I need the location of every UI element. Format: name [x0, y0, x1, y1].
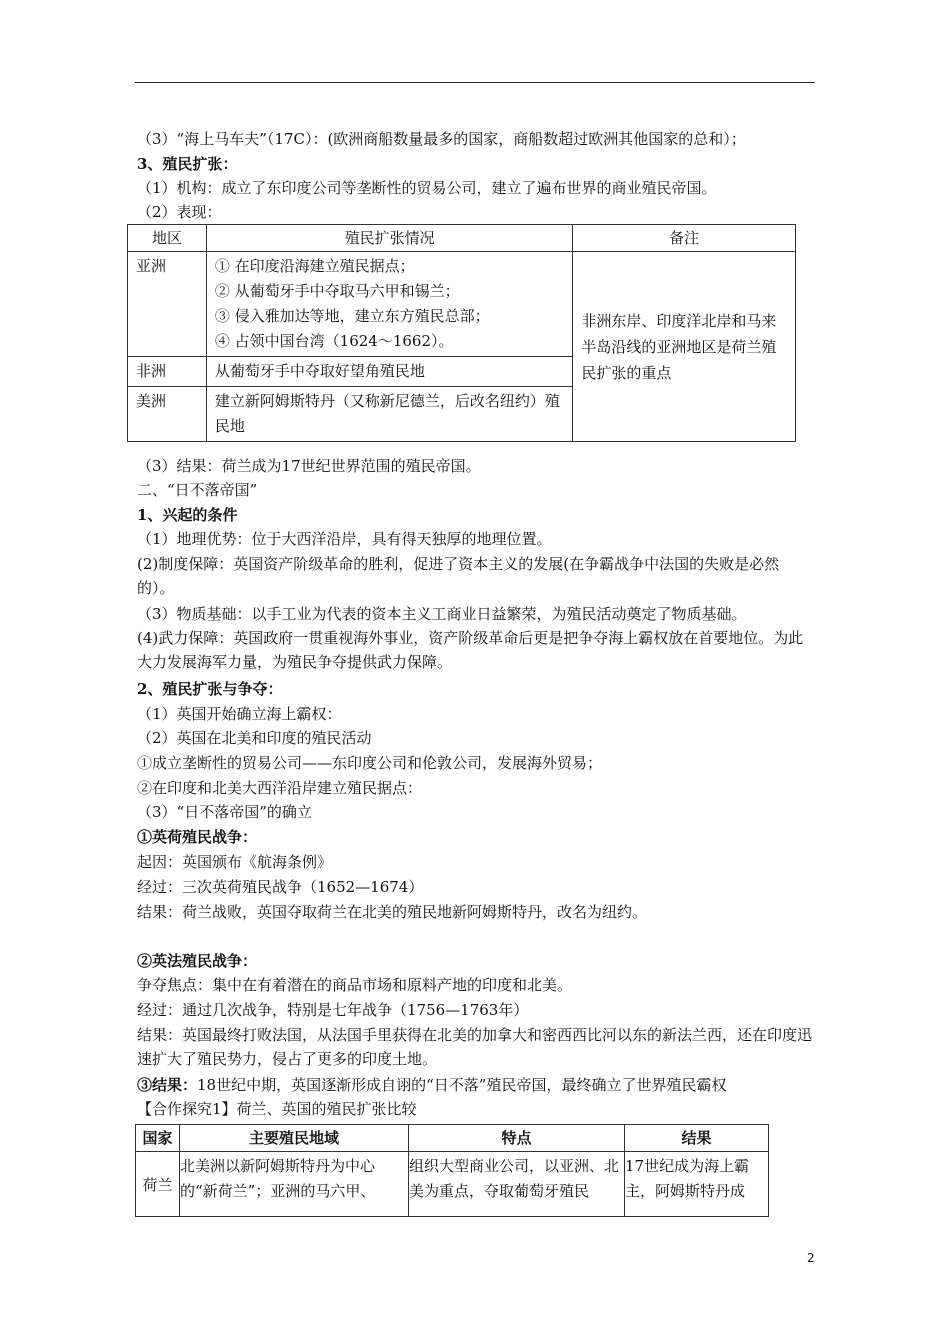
note-cell: 非洲东岸、印度洋北岸和马来半岛沿线的亚洲地区是荷兰殖民扩张的重点	[573, 252, 796, 442]
result-text: 18世纪中期，英国逐渐形成自诩的“日不落”殖民帝国，最终确立了世界殖民霸权	[197, 1076, 727, 1094]
table-header: 主要殖民地域	[180, 1125, 409, 1152]
text-line: （3）“海上马车夫”（17C）：(欧洲商船数量最多的国家，商船数超过欧洲其他国家的总和）；	[137, 130, 746, 148]
text-line: ②在印度和北美大西洋沿岸建立殖民据点：	[137, 779, 423, 797]
section-heading: 3、殖民扩张：	[137, 155, 238, 173]
text-line: 结果：荷兰战败，英国夺取荷兰在北美的殖民地新阿姆斯特丹，改名为纽约。	[137, 903, 648, 921]
table-header: 地区	[128, 225, 207, 252]
region-cell: 非洲	[128, 357, 207, 387]
header-rule	[135, 82, 815, 83]
text-paragraph: (2)制度保障：英国资产阶级革命的胜利，促进了资本主义的发展(在争霸战争中法国的失败是必然的）。	[137, 555, 780, 597]
cell-text: 17世纪成为海上霸主，阿姆斯特丹成	[625, 1157, 750, 1200]
region-cell: 美洲	[128, 387, 207, 442]
text-line: （1）机构：成立了东印度公司等垄断性的贸易公司，建立了遍布世界的商业殖民帝国。	[137, 179, 717, 197]
text-line: 争夺焦点：集中在有着潜在的商品市场和原料产地的印度和北美。	[137, 976, 573, 994]
result-cell	[625, 1152, 769, 1217]
text-line: （3）“日不落帝国”的确立	[137, 803, 312, 821]
list-item: ④ 占领中国台湾（1624～1662）。	[214, 332, 454, 350]
cell-text: 组织大型商业公司，以亚洲、北美为重点，夺取葡萄牙殖民	[409, 1157, 620, 1200]
table-header: 特点	[409, 1125, 625, 1152]
text-line: （2）表现：	[137, 203, 222, 221]
areas-cell	[180, 1152, 409, 1217]
text-line: 【合作探究1】荷兰、英国的殖民扩张比较	[137, 1100, 417, 1118]
list-item: ② 从葡萄牙手中夺取马六甲和锡兰；	[214, 282, 460, 300]
subsection-heading: ①英荷殖民战争：	[137, 828, 258, 846]
comparison-table	[135, 1124, 769, 1217]
text-line: （2）英国在北美和印度的殖民活动	[137, 729, 372, 747]
table-header: 结果	[625, 1125, 769, 1152]
table-header: 备注	[573, 225, 796, 252]
text-line	[137, 1073, 815, 1097]
table-header: 殖民扩张情况	[206, 225, 572, 252]
text-line: 经过：通过几次战争，特别是七年战争（1756—1763年）	[137, 1001, 529, 1019]
section-heading: 2、殖民扩张与争夺：	[137, 680, 283, 698]
text-paragraph: 结果：英国最终打败法国，从法国手里获得在北美的加拿大和密西西比河以东的新法兰西，还在印度迅速扩大了殖民势力，侵占了更多的印度土地。	[137, 1026, 813, 1068]
list-item: ③ 侵入雅加达等地，建立东方殖民总部；	[214, 307, 490, 325]
text-line: 起因：英国颁布《航海条例》	[137, 853, 333, 871]
text-line: （3）物质基础：以手工业为代表的资本主义工商业日益繁荣，为殖民活动奠定了物质基础。	[137, 605, 747, 623]
text-line: （3）结果：荷兰成为17世纪世界范围的殖民帝国。	[137, 457, 481, 475]
chapter-heading: 二、“日不落帝国”	[137, 481, 258, 499]
country-cell: 荷兰	[136, 1152, 180, 1217]
region-cell: 亚洲	[128, 252, 207, 357]
text-paragraph: (4)武力保障：英国政府一贯重视海外事业，资产阶级革命后更是把争夺海上霸权放在首要地位。为此大力发展海军力量，为殖民争夺提供武力保障。	[137, 629, 804, 671]
section-heading: 1、兴起的条件	[137, 506, 238, 524]
page-number: 2	[807, 1251, 815, 1265]
expansion-cell	[206, 252, 572, 357]
text-line: （1）地理优势：位于大西洋沿岸，具有得天独厚的地理位置。	[137, 530, 552, 548]
result-label: ③结果：	[137, 1076, 198, 1094]
list-item: ① 在印度沿海建立殖民据点；	[214, 257, 415, 275]
expansion-cell: 建立新阿姆斯特丹（又称新尼德兰，后改名纽约）殖民地	[206, 387, 572, 442]
cell-text: 北美洲以新阿姆斯特丹为中心的“新荷兰”；亚洲的马六甲、	[180, 1157, 376, 1200]
text-line: （1）英国开始确立海上霸权：	[137, 705, 342, 723]
table-header: 国家	[136, 1125, 180, 1152]
text-line: ①成立垄断性的贸易公司——东印度公司和伦敦公司，发展海外贸易；	[137, 754, 603, 772]
subsection-heading: ②英法殖民战争：	[137, 952, 258, 970]
expansion-cell: 从葡萄牙手中夺取好望角殖民地	[206, 357, 572, 387]
text-line: 经过：三次英荷殖民战争（1652—1674）	[137, 878, 424, 896]
features-cell	[409, 1152, 625, 1217]
dutch-colonial-table	[127, 224, 796, 442]
